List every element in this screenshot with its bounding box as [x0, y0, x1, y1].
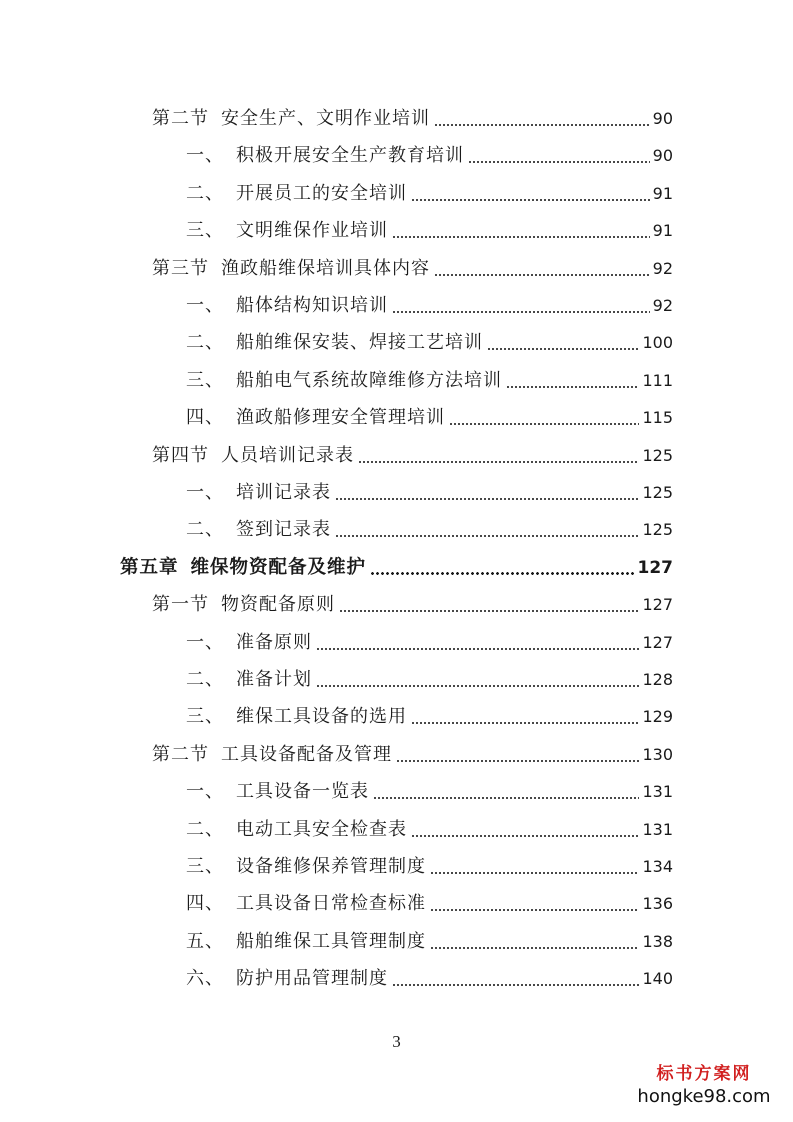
toc-entry-number: 一、: [186, 781, 224, 803]
toc-entry-page: 111: [642, 370, 673, 390]
toc-section-entry[interactable]: [152, 441, 673, 471]
toc-entry-page: 140: [642, 969, 673, 989]
toc-dot-leader: [335, 498, 639, 500]
toc-entry-number: 三、: [186, 856, 224, 877]
toc-entry-page: 127: [637, 557, 673, 578]
toc-entry-page: 92: [652, 258, 673, 278]
toc-subsection-entry[interactable]: [186, 515, 673, 545]
toc-entry-title: 工具设备日常检查标准: [236, 893, 426, 915]
toc-dot-leader: [392, 984, 639, 986]
toc-entry-title: 设备维修保养管理制度: [236, 856, 426, 877]
toc-entry-title: 船舶维保工具管理制度: [236, 930, 426, 952]
toc-entry-page: 128: [642, 670, 673, 689]
toc-entry-title: 渔政船修理安全管理培训: [236, 407, 445, 429]
toc-dot-leader: [392, 236, 650, 238]
toc-subsection-entry[interactable]: [186, 291, 673, 321]
watermark-title: 标书方案网: [656, 1064, 752, 1084]
toc-entry-page: 125: [642, 483, 673, 502]
toc-entry-number: 一、: [186, 631, 224, 653]
toc-entry-page: 125: [642, 520, 673, 540]
toc-subsection-entry[interactable]: [186, 366, 673, 396]
toc-entry-number: 第二节: [152, 743, 209, 765]
toc-entry-page: 115: [642, 408, 673, 428]
toc-section-entry[interactable]: [152, 104, 673, 134]
toc-entry-number: 第四节: [152, 444, 209, 466]
toc-entry-title: 电动工具安全检查表: [236, 818, 407, 840]
toc-entry-page: 92: [652, 296, 673, 315]
toc-dot-leader: [434, 274, 650, 276]
toc-entry-number: 一、: [186, 295, 224, 316]
toc-dot-leader: [316, 648, 639, 650]
toc-entry-title: 维保工具设备的选用: [236, 706, 407, 728]
toc-dot-leader: [468, 161, 650, 163]
toc-entry-title: 积极开展安全生产教育培训: [236, 145, 464, 167]
toc-entry-page: 127: [642, 632, 673, 652]
toc-entry-number: 三、: [186, 369, 224, 391]
toc-entry-page: 131: [642, 782, 673, 802]
toc-entry-title: 工具设备一览表: [236, 781, 369, 803]
site-watermark: [629, 1063, 779, 1109]
toc-entry-page: 129: [642, 707, 673, 727]
toc-entry-title: 培训记录表: [236, 482, 331, 503]
toc-dot-leader: [358, 461, 639, 463]
toc-dot-leader: [373, 797, 639, 799]
toc-entry-number: 第一节: [152, 594, 209, 616]
toc-entry-title: 开展员工的安全培训: [236, 182, 407, 204]
toc-entry-page: 136: [642, 894, 673, 914]
toc-entry-title: 安全生产、文明作业培训: [221, 108, 430, 129]
toc-dot-leader: [392, 311, 650, 313]
toc-dot-leader: [411, 199, 650, 201]
toc-subsection-entry[interactable]: [186, 216, 673, 246]
toc-subsection-entry[interactable]: [186, 628, 673, 658]
toc-entry-number: 四、: [186, 407, 224, 429]
toc-entry-title: 船舶维保安装、焊接工艺培训: [236, 332, 483, 354]
toc-subsection-entry[interactable]: [186, 478, 673, 508]
toc-entry-page: 134: [642, 857, 673, 876]
toc-dot-leader: [396, 760, 639, 762]
page-number: 3: [392, 1032, 401, 1051]
toc-subsection-entry[interactable]: [186, 889, 673, 919]
toc-entry-number: 五、: [186, 930, 224, 952]
toc-dot-leader: [430, 947, 639, 949]
toc-entry-page: 138: [642, 931, 673, 951]
toc-entry-number: 第五章: [120, 556, 179, 578]
toc-dot-leader: [449, 423, 639, 425]
toc-entry-title: 船舶电气系统故障维修方法培训: [236, 369, 502, 391]
toc-dot-leader: [316, 685, 639, 687]
toc-dot-leader: [411, 835, 639, 837]
toc-subsection-entry[interactable]: [186, 927, 673, 957]
toc-entry-number: 六、: [186, 968, 224, 990]
toc-dot-leader: [430, 872, 639, 874]
toc-entry-page: 91: [652, 183, 673, 203]
toc-entry-title: 准备原则: [236, 631, 312, 653]
toc-subsection-entry[interactable]: [186, 815, 673, 845]
toc-chapter-entry[interactable]: [120, 553, 673, 583]
toc-section-entry[interactable]: [152, 590, 673, 620]
toc-entry-number: 第二节: [152, 108, 209, 129]
toc-dot-leader: [370, 572, 634, 575]
toc-entry-number: 二、: [186, 818, 224, 840]
toc-entry-number: 一、: [186, 482, 224, 503]
toc-entry-number: 二、: [186, 182, 224, 204]
toc-entry-page: 90: [652, 146, 673, 166]
toc-entry-page: 90: [652, 109, 673, 128]
toc-subsection-entry[interactable]: [186, 964, 673, 994]
toc-subsection-entry[interactable]: [186, 179, 673, 209]
toc-entry-number: 第三节: [152, 257, 209, 279]
toc-entry-title: 船体结构知识培训: [236, 295, 388, 316]
toc-subsection-entry[interactable]: [186, 141, 673, 171]
toc-dot-leader: [434, 124, 650, 126]
toc-entry-title: 渔政船维保培训具体内容: [221, 257, 430, 279]
toc-section-entry[interactable]: [152, 740, 673, 770]
watermark-url: hongke98.com: [637, 1086, 771, 1107]
toc-entry-page: 91: [652, 221, 673, 241]
toc-subsection-entry[interactable]: [186, 777, 673, 807]
toc-subsection-entry[interactable]: [186, 665, 673, 695]
toc-subsection-entry[interactable]: [186, 403, 673, 433]
toc-entry-number: 二、: [186, 332, 224, 354]
toc-entry-number: 一、: [186, 145, 224, 167]
toc-entry-page: 125: [642, 445, 673, 465]
toc-entry-page: 130: [642, 744, 673, 764]
toc-dot-leader: [335, 535, 639, 537]
toc-entry-title: 维保物资配备及维护: [190, 556, 367, 578]
toc-subsection-entry[interactable]: [186, 702, 673, 732]
toc-entry-title: 签到记录表: [236, 519, 331, 541]
toc-entry-number: 四、: [186, 893, 224, 915]
toc-subsection-entry[interactable]: [186, 328, 673, 358]
toc-dot-leader: [430, 909, 639, 911]
toc-entry-title: 防护用品管理制度: [236, 968, 388, 990]
toc-section-entry[interactable]: [152, 254, 673, 284]
toc-entry-page: 127: [642, 595, 673, 615]
toc-entry-title: 准备计划: [236, 669, 312, 690]
toc-entry-number: 二、: [186, 519, 224, 541]
toc-entry-number: 三、: [186, 220, 224, 242]
toc-entry-page: 131: [642, 819, 673, 839]
toc-dot-leader: [339, 610, 639, 612]
toc-dot-leader: [506, 386, 639, 388]
toc-entry-title: 工具设备配备及管理: [221, 743, 392, 765]
toc-dot-leader: [411, 722, 639, 724]
toc-entry-number: 二、: [186, 669, 224, 690]
toc-entry-title: 文明维保作业培训: [236, 220, 388, 242]
toc-entry-number: 三、: [186, 706, 224, 728]
toc-entry-title: 物资配备原则: [221, 594, 335, 616]
toc-entry-page: 100: [642, 333, 673, 353]
toc-dot-leader: [487, 348, 639, 350]
toc-subsection-entry[interactable]: [186, 852, 673, 882]
toc-entry-title: 人员培训记录表: [221, 444, 354, 466]
